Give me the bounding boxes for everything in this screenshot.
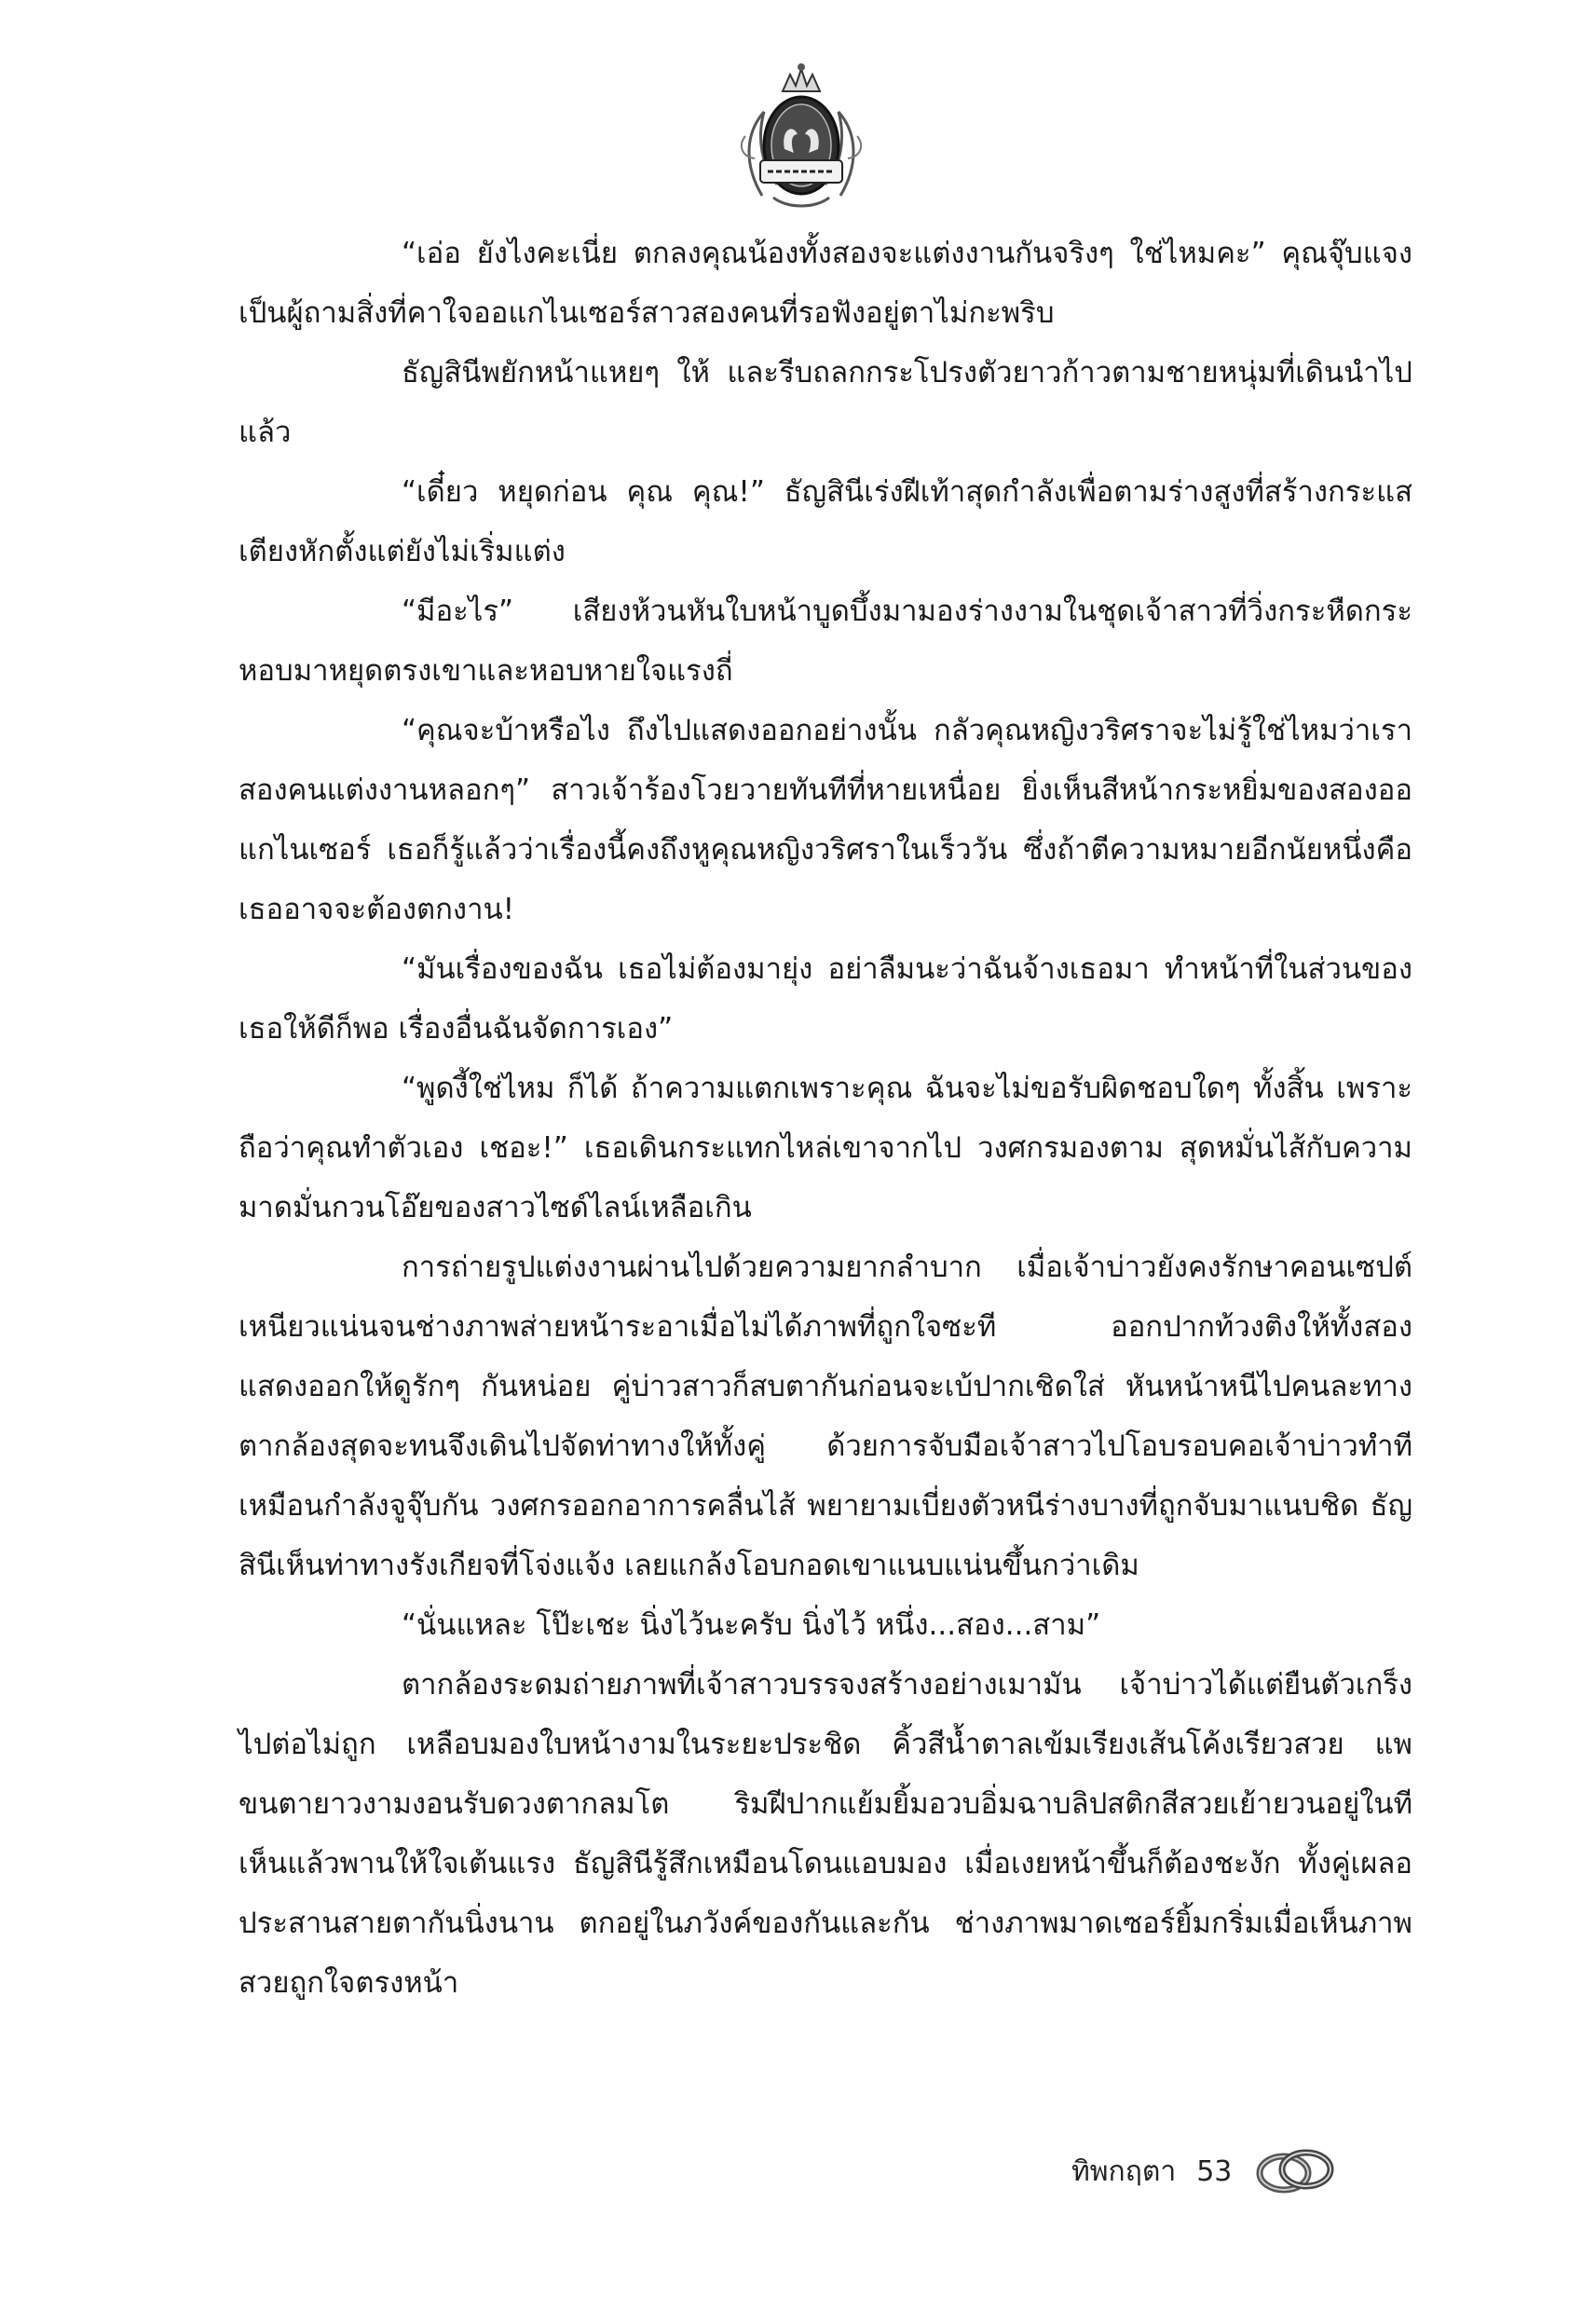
page-number: 53 [1196, 2154, 1233, 2188]
paragraph: “มันเรื่องของฉัน เธอไม่ต้องมายุ่ง อย่าลืมนะว่าฉันจ้างเธอมา ทำหน้าที่ในส่วนของเธอให้ดีก็พอ เรื่องอื่นฉันจัดการเอง” [239, 952, 1412, 1046]
paragraph: “พูดงี้ใช่ไหม ก็ได้ ถ้าความแตกเพราะคุณ ฉันจะไม่ขอรับผิดชอบใดๆ ทั้งสิ้น เพราะถือว่าคุณทำตัวเอง เชอะ!” เธอเดินกระแทกไหล่เขาจากไป วงศกรมองตาม สุดหมั่นไส้กับความมาดมั่นกวนโอ๊ยของสาวไซด์ไลน์เหลือเกิน [239, 1072, 1412, 1224]
paragraph: “เดี๋ยว หยุดก่อน คุณ คุณ!” ธัญสินีเร่งฝีเท้าสุดกำลังเพื่อตามร่างสูงที่สร้างกระแสเตียงหักตั้งแต่ยังไม่เริ่มแต่ง [239, 475, 1412, 568]
story-text [239, 224, 1412, 2013]
paragraph: การถ่ายรูปแต่งงานผ่านไปด้วยความยากลำบาก เมื่อเจ้าบ่าวยังคงรักษาคอนเซปต์เหนียวแน่นจนช่างภาพส่ายหน้าระอาเมื่อไม่ได้ภาพที่ถูกใจซะที ออกปากท้วงติงให้ทั้งสองแสดงออกให้ดูรักๆ กันหน่อย คู่บ่าวสาวก็สบตากันก่อนจะเบ้ปากเชิดใส่ หันหน้าหนีไปคนละทาง ตากล้องสุดจะทนจึงเดินไปจัดท่าทางให้ทั้งคู่ ด้วยการจับมือเจ้าสาวไปโอบรอบคอเจ้าบ่าวทำทีเหมือนกำลังจูจุ๊บกัน วงศกรออกอาการคลื่นไส้ พยายามเบี่ยงตัวหนีร่างบางที่ถูกจับมาแนบชิด ธัญสินีเห็นท่าทางรังเกียจที่โจ่งแจ้ง เลยแกล้งโอบกอดเขาแนบแน่นขึ้นกว่าเดิม [239, 1251, 1412, 1582]
book-title: ทิพกฤตา [1071, 2154, 1177, 2188]
ornamental-crest-icon [736, 56, 866, 214]
paragraph: “เอ่อ ยังไงคะเนี่ย ตกลงคุณน้องทั้งสองจะแต่งงานกันจริงๆ ใช่ไหมคะ” คุณจุ๊บแจงเป็นผู้ถามสิ่งที่คาใจออแกไนเซอร์สาวสองคนที่รอฟังอยู่ตาไม่กะพริบ [239, 237, 1412, 330]
wedding-rings-icon [1252, 2143, 1338, 2199]
paragraph: “นั่นแหละ โป๊ะเชะ นิ่งไว้นะครับ นิ่งไว้ หนึ่ง...สอง...สาม” [402, 1608, 1101, 1642]
paragraph: ตากล้องระดมถ่ายภาพที่เจ้าสาวบรรจงสร้างอย่างเมามัน เจ้าบ่าวได้แต่ยืนตัวเกร็งไปต่อไม่ถูก เหลือบมองใบหน้างามในระยะประชิด คิ้วสีน้ำตาลเข้มเรียงเส้นโค้งเรียวสวย แพขนตายาวงามงอนรับดวงตากลมโต ริมฝีปากแย้มยิ้มอวบอิ่มฉาบลิปสติกสีสวยเย้ายวนอยู่ในที เห็นแล้วพานให้ใจเต้นแรง ธัญสินีรู้สึกเหมือนโดนแอบมอง เมื่อเงยหน้าขึ้นก็ต้องชะงัก ทั้งคู่เผลอประสานสายตากันนิ่งนาน ตกอยู่ในภวังค์ของกันและกัน ช่างภาพมาดเซอร์ยิ้มกริ่มเมื่อเห็นภาพสวยถูกใจตรงหน้า [239, 1668, 1412, 2000]
paragraph: “มีอะไร” เสียงห้วนหันใบหน้าบูดบึ้งมามองร่างงามในชุดเจ้าสาวที่วิ่งกระหืดกระหอบมาหยุดตรงเขาและหอบหายใจแรงถี่ [239, 595, 1412, 688]
page-footer [1071, 2134, 1338, 2208]
paragraph: “คุณจะบ้าหรือไง ถึงไปแสดงออกอย่างนั้น กลัวคุณหญิงวริศราจะไม่รู้ใช่ไหมว่าเราสองคนแต่งงานหลอกๆ” สาวเจ้าร้องโวยวายทันทีที่หายเหนื่อย ยิ่งเห็นสีหน้ากระหยิ่มของสองออแกไนเซอร์ เธอก็รู้แล้วว่าเรื่องนี้คงถึงหูคุณหญิงวริศราในเร็ววัน ซึ่งถ้าตีความหมายอีกนัยหนึ่งคือ เธออาจจะต้องตกงาน! [239, 714, 1412, 926]
paragraph: ธัญสินีพยักหน้าแหยๆ ให้ และรีบถลกกระโปรงตัวยาวก้าวตามชายหนุ่มที่เดินนำไปแล้ว [239, 356, 1412, 449]
